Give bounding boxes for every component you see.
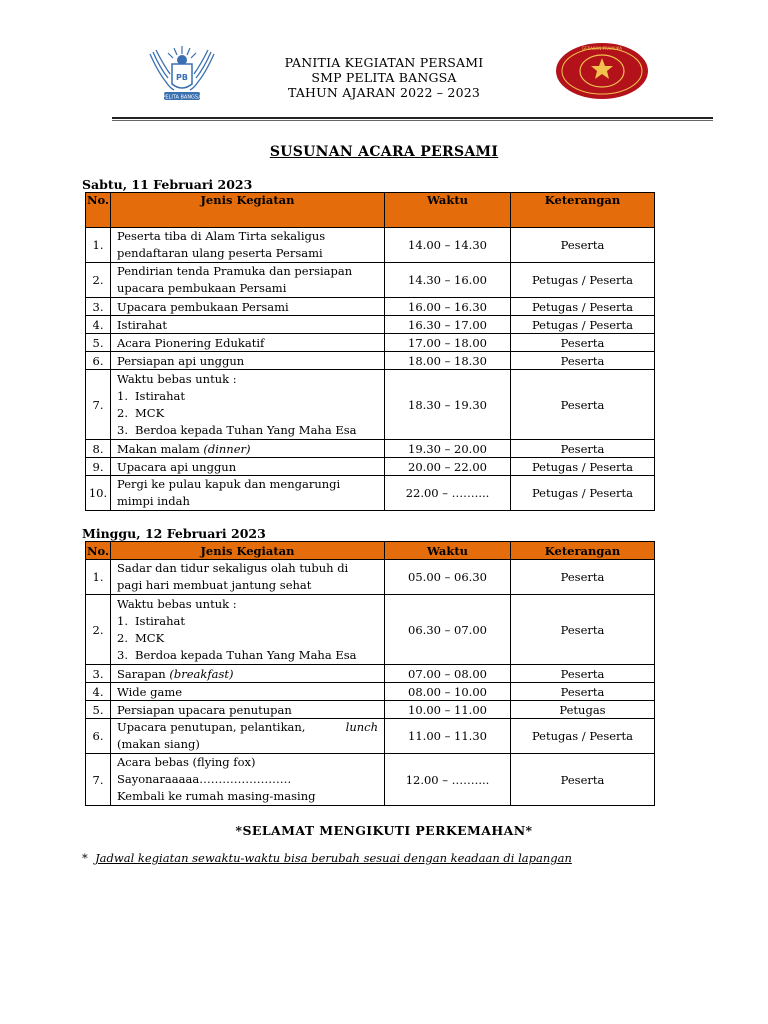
svg-text:PB: PB (176, 73, 188, 82)
footnote-text: Jadwal kegiatan sewaktu-waktu bisa berubah sesuai dengan keadaan di lapangan (95, 851, 572, 865)
note-cell: Petugas / Peserta (511, 316, 655, 334)
note-cell: Petugas / Peserta (511, 298, 655, 316)
activity-cell (111, 595, 385, 665)
note-cell: Peserta (511, 683, 655, 701)
row-number: 7. (86, 370, 111, 440)
list-item: 3. Berdoa kepada Tuhan Yang Maha Esa (117, 422, 357, 437)
note-cell: Peserta (511, 352, 655, 370)
activity-line: Peserta tiba di Alam Tirta sekaligus (117, 229, 326, 243)
time-cell: 10.00 – 11.00 (385, 701, 511, 719)
list-item: 2. MCK (117, 405, 165, 420)
activity-cell (111, 440, 385, 458)
table-row (86, 560, 655, 595)
activity-cell: Persiapan upacara penutupan (111, 701, 385, 719)
time-cell: 20.00 – 22.00 (385, 458, 511, 476)
activity-line: Acara bebas (flying fox) (117, 755, 256, 769)
table-row (86, 263, 655, 298)
activity-text: Sarapan (117, 666, 166, 681)
table-row (86, 458, 655, 476)
table-header-row (86, 542, 655, 560)
time-cell: 19.30 – 20.00 (385, 440, 511, 458)
table-row (86, 440, 655, 458)
list-item: 1. Istirahat (117, 613, 185, 628)
table-header-row (86, 193, 655, 228)
time-cell: 05.00 – 06.30 (385, 560, 511, 595)
activity-line: Waktu bebas untuk : (117, 596, 237, 611)
row-number: 2. (86, 595, 111, 665)
header-committee: PANITIA KEGIATAN PERSAMI (284, 55, 484, 70)
header-divider (112, 117, 713, 119)
activity-text: Upacara penutupan, pelantikan, (117, 720, 306, 734)
school-logo-text: PELITA BANGSA (162, 94, 202, 101)
list-item-text: MCK (135, 405, 165, 420)
row-number: 9. (86, 458, 111, 476)
table-row (86, 334, 655, 352)
activity-cell (111, 476, 385, 511)
list-item: 2. MCK (117, 630, 165, 645)
activity-cell: Acara Pionering Edukatif (111, 334, 385, 352)
time-cell: 16.00 – 16.30 (385, 298, 511, 316)
note-cell: Peserta (511, 440, 655, 458)
header-school: SMP PELITA BANGSA (311, 70, 457, 85)
time-cell: 11.00 – 11.30 (385, 719, 511, 754)
time-cell: 06.30 – 07.00 (385, 595, 511, 665)
list-item-text: MCK (135, 630, 165, 645)
activity-italic: lunch (345, 720, 378, 734)
row-number: 6. (86, 719, 111, 754)
note-cell: Peserta (511, 665, 655, 683)
time-cell: 08.00 – 10.00 (385, 683, 511, 701)
row-number: 1. (86, 228, 111, 263)
header-divider-thin (112, 120, 713, 121)
activity-cell (111, 560, 385, 595)
note-cell: Peserta (511, 560, 655, 595)
row-number: 2. (86, 263, 111, 298)
list-item-text: Berdoa kepada Tuhan Yang Maha Esa (135, 647, 357, 662)
day1-label: Sabtu, 11 Februari 2023 (82, 177, 253, 192)
time-cell: 22.00 – …….... (385, 476, 511, 511)
list-item-text: Istirahat (135, 613, 185, 628)
row-number: 1. (86, 560, 111, 595)
row-number: 3. (86, 298, 111, 316)
closing-message: *SELAMAT MENGIKUTI PERKEMAHAN* (235, 823, 533, 838)
note-cell: Petugas / Peserta (511, 263, 655, 298)
time-cell: 18.30 – 19.30 (385, 370, 511, 440)
activity-line: mimpi indah (117, 494, 190, 508)
day2-schedule-table (85, 541, 655, 806)
col-activity-header: Jenis Kegiatan (111, 542, 385, 560)
activity-cell: Upacara pembukaan Persami (111, 298, 385, 316)
table-row (86, 754, 655, 806)
row-number: 4. (86, 316, 111, 334)
header-year: TAHUN AJARAN 2022 – 2023 (287, 85, 481, 100)
row-number: 5. (86, 334, 111, 352)
activity-line: Pendirian tenda Pramuka dan persiapan (117, 264, 353, 278)
activity-cell: Istirahat (111, 316, 385, 334)
activity-line: pagi hari membuat jantung sehat (117, 578, 312, 592)
time-cell: 07.00 – 08.00 (385, 665, 511, 683)
row-number: 5. (86, 701, 111, 719)
activity-cell (111, 719, 385, 754)
time-cell: 12.00 – …….... (385, 754, 511, 806)
activity-cell: Upacara api unggun (111, 458, 385, 476)
activity-line: Waktu bebas untuk : (117, 371, 237, 386)
table-row (86, 665, 655, 683)
activity-cell: Wide game (111, 683, 385, 701)
col-no-header: No. (86, 193, 111, 228)
activity-line: (makan siang) (117, 737, 200, 751)
list-item-text: Berdoa kepada Tuhan Yang Maha Esa (135, 422, 357, 437)
table-row (86, 298, 655, 316)
col-activity-header: Jenis Kegiatan (111, 193, 385, 228)
row-number: 4. (86, 683, 111, 701)
activity-cell (111, 665, 385, 683)
footnote (82, 851, 572, 865)
time-cell: 17.00 – 18.00 (385, 334, 511, 352)
time-cell: 14.00 – 14.30 (385, 228, 511, 263)
table-row (86, 316, 655, 334)
day2-label: Minggu, 12 Februari 2023 (82, 526, 266, 541)
row-number: 3. (86, 665, 111, 683)
table-row (86, 719, 655, 754)
table-row (86, 595, 655, 665)
note-cell: Peserta (511, 754, 655, 806)
table-row (86, 476, 655, 511)
table-row (86, 701, 655, 719)
list-item-text: Istirahat (135, 388, 185, 403)
list-item: 3. Berdoa kepada Tuhan Yang Maha Esa (117, 647, 357, 662)
note-cell: Peserta (511, 228, 655, 263)
activity-text: Makan malam (117, 441, 200, 456)
row-number: 6. (86, 352, 111, 370)
col-time-header: Waktu (385, 193, 511, 228)
activity-cell (111, 370, 385, 440)
activity-cell: Persiapan api unggun (111, 352, 385, 370)
activity-line: upacara pembukaan Persami (117, 281, 287, 295)
col-note-header: Keterangan (511, 542, 655, 560)
pramuka-logo (555, 42, 649, 100)
note-cell: Petugas (511, 701, 655, 719)
table-row (86, 228, 655, 263)
time-cell: 18.00 – 18.30 (385, 352, 511, 370)
note-cell: Peserta (511, 595, 655, 665)
activity-cell (111, 754, 385, 806)
activity-line: Pergi ke pulau kapuk dan mengarungi (117, 477, 341, 491)
note-cell: Petugas / Peserta (511, 476, 655, 511)
time-cell: 16.30 – 17.00 (385, 316, 511, 334)
note-cell: Peserta (511, 370, 655, 440)
note-cell: Petugas / Peserta (511, 458, 655, 476)
footnote-star: * (82, 851, 88, 865)
note-cell: Peserta (511, 334, 655, 352)
activity-italic: (breakfast) (169, 666, 234, 681)
col-note-header: Keterangan (511, 193, 655, 228)
activity-line: Sadar dan tidur sekaligus olah tubuh di (117, 561, 349, 575)
list-item: 1. Istirahat (117, 388, 185, 403)
activity-line (117, 719, 378, 736)
activity-line: pendaftaran ulang peserta Persami (117, 246, 323, 260)
row-number: 7. (86, 754, 111, 806)
col-no-header: No. (87, 543, 109, 558)
day1-schedule-table (85, 192, 655, 511)
pramuka-logo-text: GERAKAN PRAMUKA (582, 46, 622, 51)
activity-cell (111, 228, 385, 263)
col-time-header: Waktu (385, 542, 511, 560)
table-row (86, 683, 655, 701)
activity-italic: (dinner) (203, 441, 251, 456)
table-row (86, 370, 655, 440)
row-number: 8. (86, 440, 111, 458)
activity-line: Sayonaraaaaa…………………… (117, 772, 292, 786)
activity-line: Kembali ke rumah masing-masing (117, 789, 316, 803)
table-row (86, 352, 655, 370)
row-number: 10. (86, 476, 111, 511)
page-title: SUSUNAN ACARA PERSAMI (269, 144, 499, 160)
note-cell: Petugas / Peserta (511, 719, 655, 754)
time-cell: 14.30 – 16.00 (385, 263, 511, 298)
activity-cell (111, 263, 385, 298)
